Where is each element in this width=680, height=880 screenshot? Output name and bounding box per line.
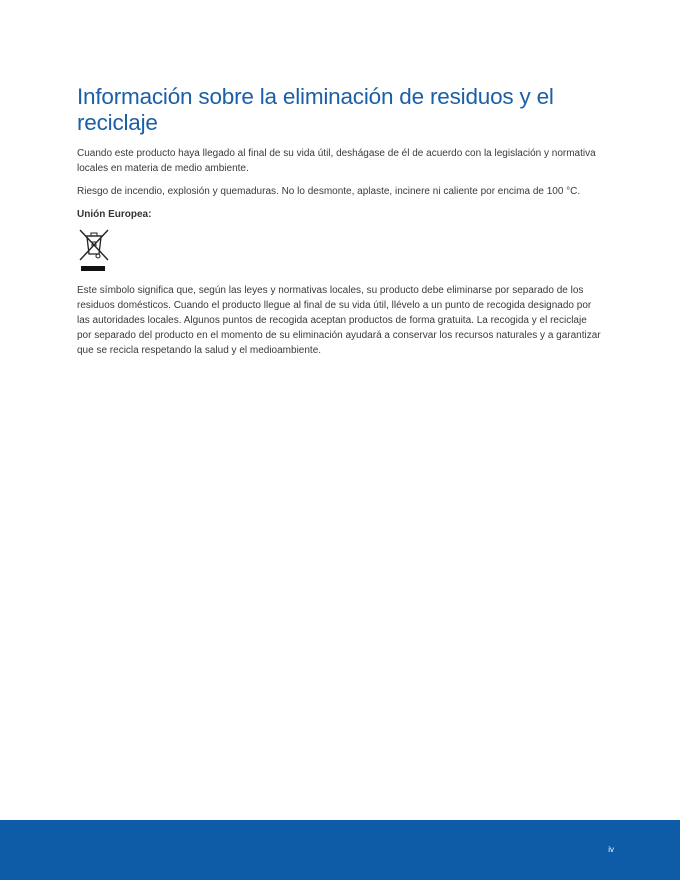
eu-label: Unión Europea: — [77, 209, 152, 220]
disposal-paragraph: Cuando este producto haya llegado al final de su vida útil, deshágase de él de acuerdo con la legislación y normativa locales en materia de medio ambiente. — [77, 148, 596, 174]
page-footer — [0, 820, 680, 880]
document-body — [77, 84, 602, 366]
crossed-out-wheelie-bin-icon — [77, 227, 111, 275]
page-title: Información sobre la eliminación de residuos y el reciclaje — [77, 84, 554, 135]
eu-symbol-paragraph: Este símbolo significa que, según las leyes y normativas locales, su producto debe eliminarse por separado de los residuos domésticos. Cuando el producto llegue al final de su vida útil, llévelo a un punto de recogida designado por las autoridades locales. Algunos puntos de recogida aceptan productos de forma gratuita. La recogida y el reciclaje por separado del producto en el momento de su eliminación ayudará a conservar los recursos naturales y a garantizar que se recicla respetando la salud y el medioambiente. — [77, 285, 601, 356]
fire-risk-paragraph: Riesgo de incendio, explosión y quemaduras. No lo desmonte, aplaste, incinere ni caliente por encima de 100 °C. — [77, 186, 581, 197]
page-number: iv — [608, 845, 614, 854]
